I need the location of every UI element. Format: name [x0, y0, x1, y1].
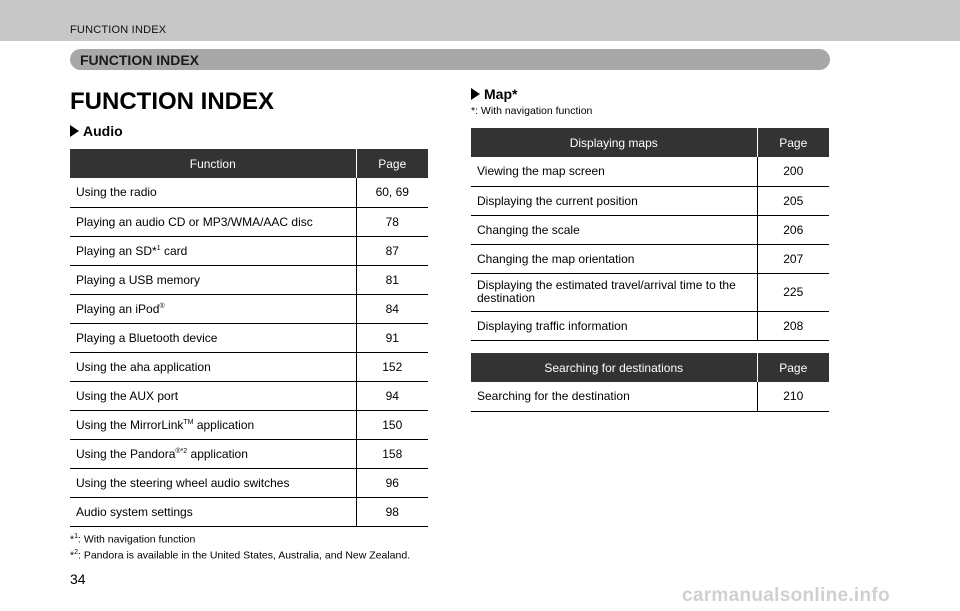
search-col-function: Searching for destinations — [471, 353, 757, 382]
function-name-text: application — [187, 446, 248, 461]
searching-destinations-table — [471, 353, 829, 412]
table-row — [70, 381, 428, 410]
table-row — [471, 244, 829, 273]
page-ref: 84 — [356, 294, 428, 323]
page-ref: 94 — [356, 381, 428, 410]
page-ref: 205 — [757, 186, 829, 215]
function-name: Using the aha application — [70, 352, 356, 381]
table-row — [471, 157, 829, 186]
page-ref: 150 — [356, 410, 428, 439]
function-name: Playing an audio CD or MP3/WMA/AAC disc — [70, 207, 356, 236]
footnote-text: : Pandora is available in the United States, Australia, and New Zealand. — [78, 549, 411, 562]
footnote-marker: 1 — [156, 244, 161, 252]
page-ref: 96 — [356, 468, 428, 497]
audio-col-page: Page — [356, 149, 428, 178]
footnote-1 — [70, 533, 195, 546]
page-ref: 98 — [356, 497, 428, 526]
table-row — [70, 207, 428, 236]
function-name-text: application — [193, 417, 255, 432]
footnote-number: 1 — [74, 533, 78, 540]
page-ref: 91 — [356, 323, 428, 352]
function-name-text: card — [160, 243, 188, 258]
table-row — [70, 294, 428, 323]
page-ref: 60, 69 — [356, 178, 428, 207]
page-ref: 200 — [757, 157, 829, 186]
audio-heading-label: Audio — [83, 123, 123, 139]
table-row — [70, 410, 428, 439]
table-row — [471, 186, 829, 215]
function-name-text: Playing an iPod — [76, 301, 160, 316]
table-row — [70, 497, 428, 526]
function-name-text: Using the MirrorLink — [76, 417, 184, 432]
function-name: Viewing the map screen — [471, 157, 757, 186]
maps-col-page: Page — [757, 128, 829, 157]
function-name: Using the AUX port — [70, 381, 356, 410]
page-ref: 206 — [757, 215, 829, 244]
table-row — [471, 215, 829, 244]
function-name: Displaying the current position — [471, 186, 757, 215]
footnote-2 — [70, 549, 410, 562]
triangle-bullet-icon — [471, 88, 480, 100]
section-label-bar — [70, 49, 830, 70]
page-ref: 225 — [757, 273, 829, 311]
page-ref: 78 — [356, 207, 428, 236]
function-name-line1: Displaying the estimated travel/arrival time to the — [477, 278, 736, 292]
section-label: FUNCTION INDEX — [80, 52, 199, 68]
page-ref: 158 — [356, 439, 428, 468]
table-row — [70, 265, 428, 294]
function-name-text: Playing an SD* — [76, 243, 157, 258]
table-row — [70, 236, 428, 265]
page-ref: 207 — [757, 244, 829, 273]
audio-col-function: Function — [70, 149, 356, 178]
audio-table — [70, 149, 428, 527]
header-text: FUNCTION INDEX — [70, 24, 167, 36]
registered-mark: ® — [159, 302, 165, 310]
page-ref: 208 — [757, 311, 829, 340]
page-ref: 87 — [356, 236, 428, 265]
function-name: Changing the map orientation — [471, 244, 757, 273]
table-row — [70, 323, 428, 352]
function-name: Using the steering wheel audio switches — [70, 468, 356, 497]
header-bar — [0, 0, 960, 41]
table-row — [471, 273, 829, 311]
function-name: Searching for the destination — [471, 382, 757, 411]
function-name-text: Using the Pandora — [76, 446, 176, 461]
footnote-number: 2 — [74, 549, 78, 556]
page-ref: 152 — [356, 352, 428, 381]
table-row — [70, 178, 428, 207]
footnote-mark: * — [70, 549, 75, 562]
search-col-page: Page — [757, 353, 829, 382]
trademark-mark: TM — [183, 418, 194, 426]
triangle-bullet-icon — [70, 125, 79, 137]
maps-col-function: Displaying maps — [471, 128, 757, 157]
footnote-marker: ®*2 — [175, 447, 188, 455]
map-heading — [471, 86, 517, 102]
function-name: Changing the scale — [471, 215, 757, 244]
page-ref: 210 — [757, 382, 829, 411]
function-name — [70, 236, 356, 265]
table-row — [70, 468, 428, 497]
function-name: Playing a USB memory — [70, 265, 356, 294]
function-name — [70, 439, 356, 468]
page-number: 34 — [70, 571, 86, 587]
footnote-text: : With navigation function — [78, 533, 196, 546]
map-note: *: With navigation function — [471, 105, 593, 117]
map-heading-label: Map* — [484, 86, 518, 102]
function-name — [70, 294, 356, 323]
function-name — [471, 273, 757, 311]
displaying-maps-table — [471, 128, 829, 341]
function-name: Using the radio — [70, 178, 356, 207]
function-name: Playing a Bluetooth device — [70, 323, 356, 352]
table-row — [471, 311, 829, 340]
function-name — [70, 410, 356, 439]
table-row — [471, 382, 829, 411]
page-title: FUNCTION INDEX — [70, 88, 274, 115]
table-row — [70, 352, 428, 381]
function-name-line2: destination — [477, 291, 536, 305]
audio-heading — [70, 123, 123, 139]
footnote-mark: * — [70, 533, 75, 546]
function-name: Displaying traffic information — [471, 311, 757, 340]
table-row — [70, 439, 428, 468]
page-ref: 81 — [356, 265, 428, 294]
watermark: carmanualsonline.info — [682, 585, 890, 606]
function-name: Audio system settings — [70, 497, 356, 526]
